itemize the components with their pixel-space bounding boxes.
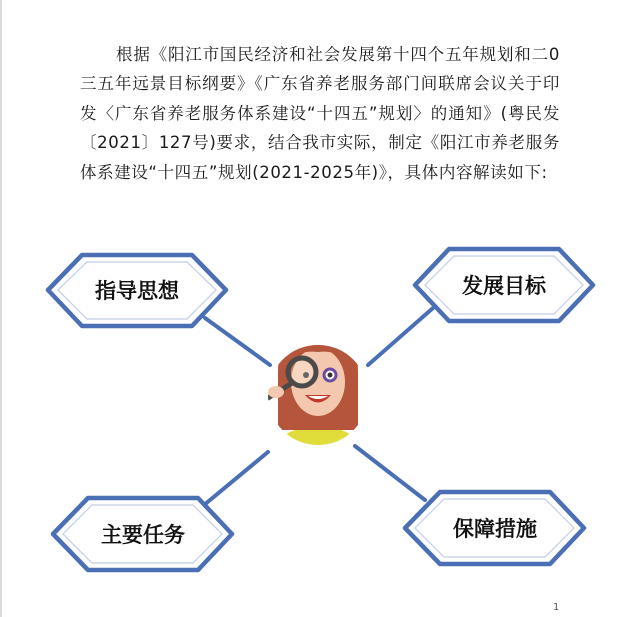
connector-bottom-right	[355, 446, 425, 500]
node-label-development-goals: 发展目标	[462, 274, 546, 298]
connector-top-left	[205, 318, 270, 365]
girl-with-magnifier-illustration	[268, 320, 368, 490]
page-number: 1	[553, 602, 560, 613]
node-label-main-tasks: 主要任务	[101, 523, 185, 547]
node-label-safeguard-measures: 保障措施	[453, 517, 537, 541]
connector-bottom-left	[198, 452, 268, 510]
node-label-guiding-ideology: 指导思想	[95, 279, 179, 303]
connector-top-right	[368, 308, 433, 365]
intro-paragraph: 根据《阳江市国民经济和社会发展第十四个五年规划和二0三五年远景目标纲要》《广东省养老服务部门间联席会议关于印发〈广东省养老服务体系建设“十四五”规划〉的通知》(粤民发〔2021〕127号)要求，结合我市实际，制定《阳江市养老服务体系建设“十四五”规划(2021-2025年)》，具体内容解读如下:	[80, 44, 560, 182]
